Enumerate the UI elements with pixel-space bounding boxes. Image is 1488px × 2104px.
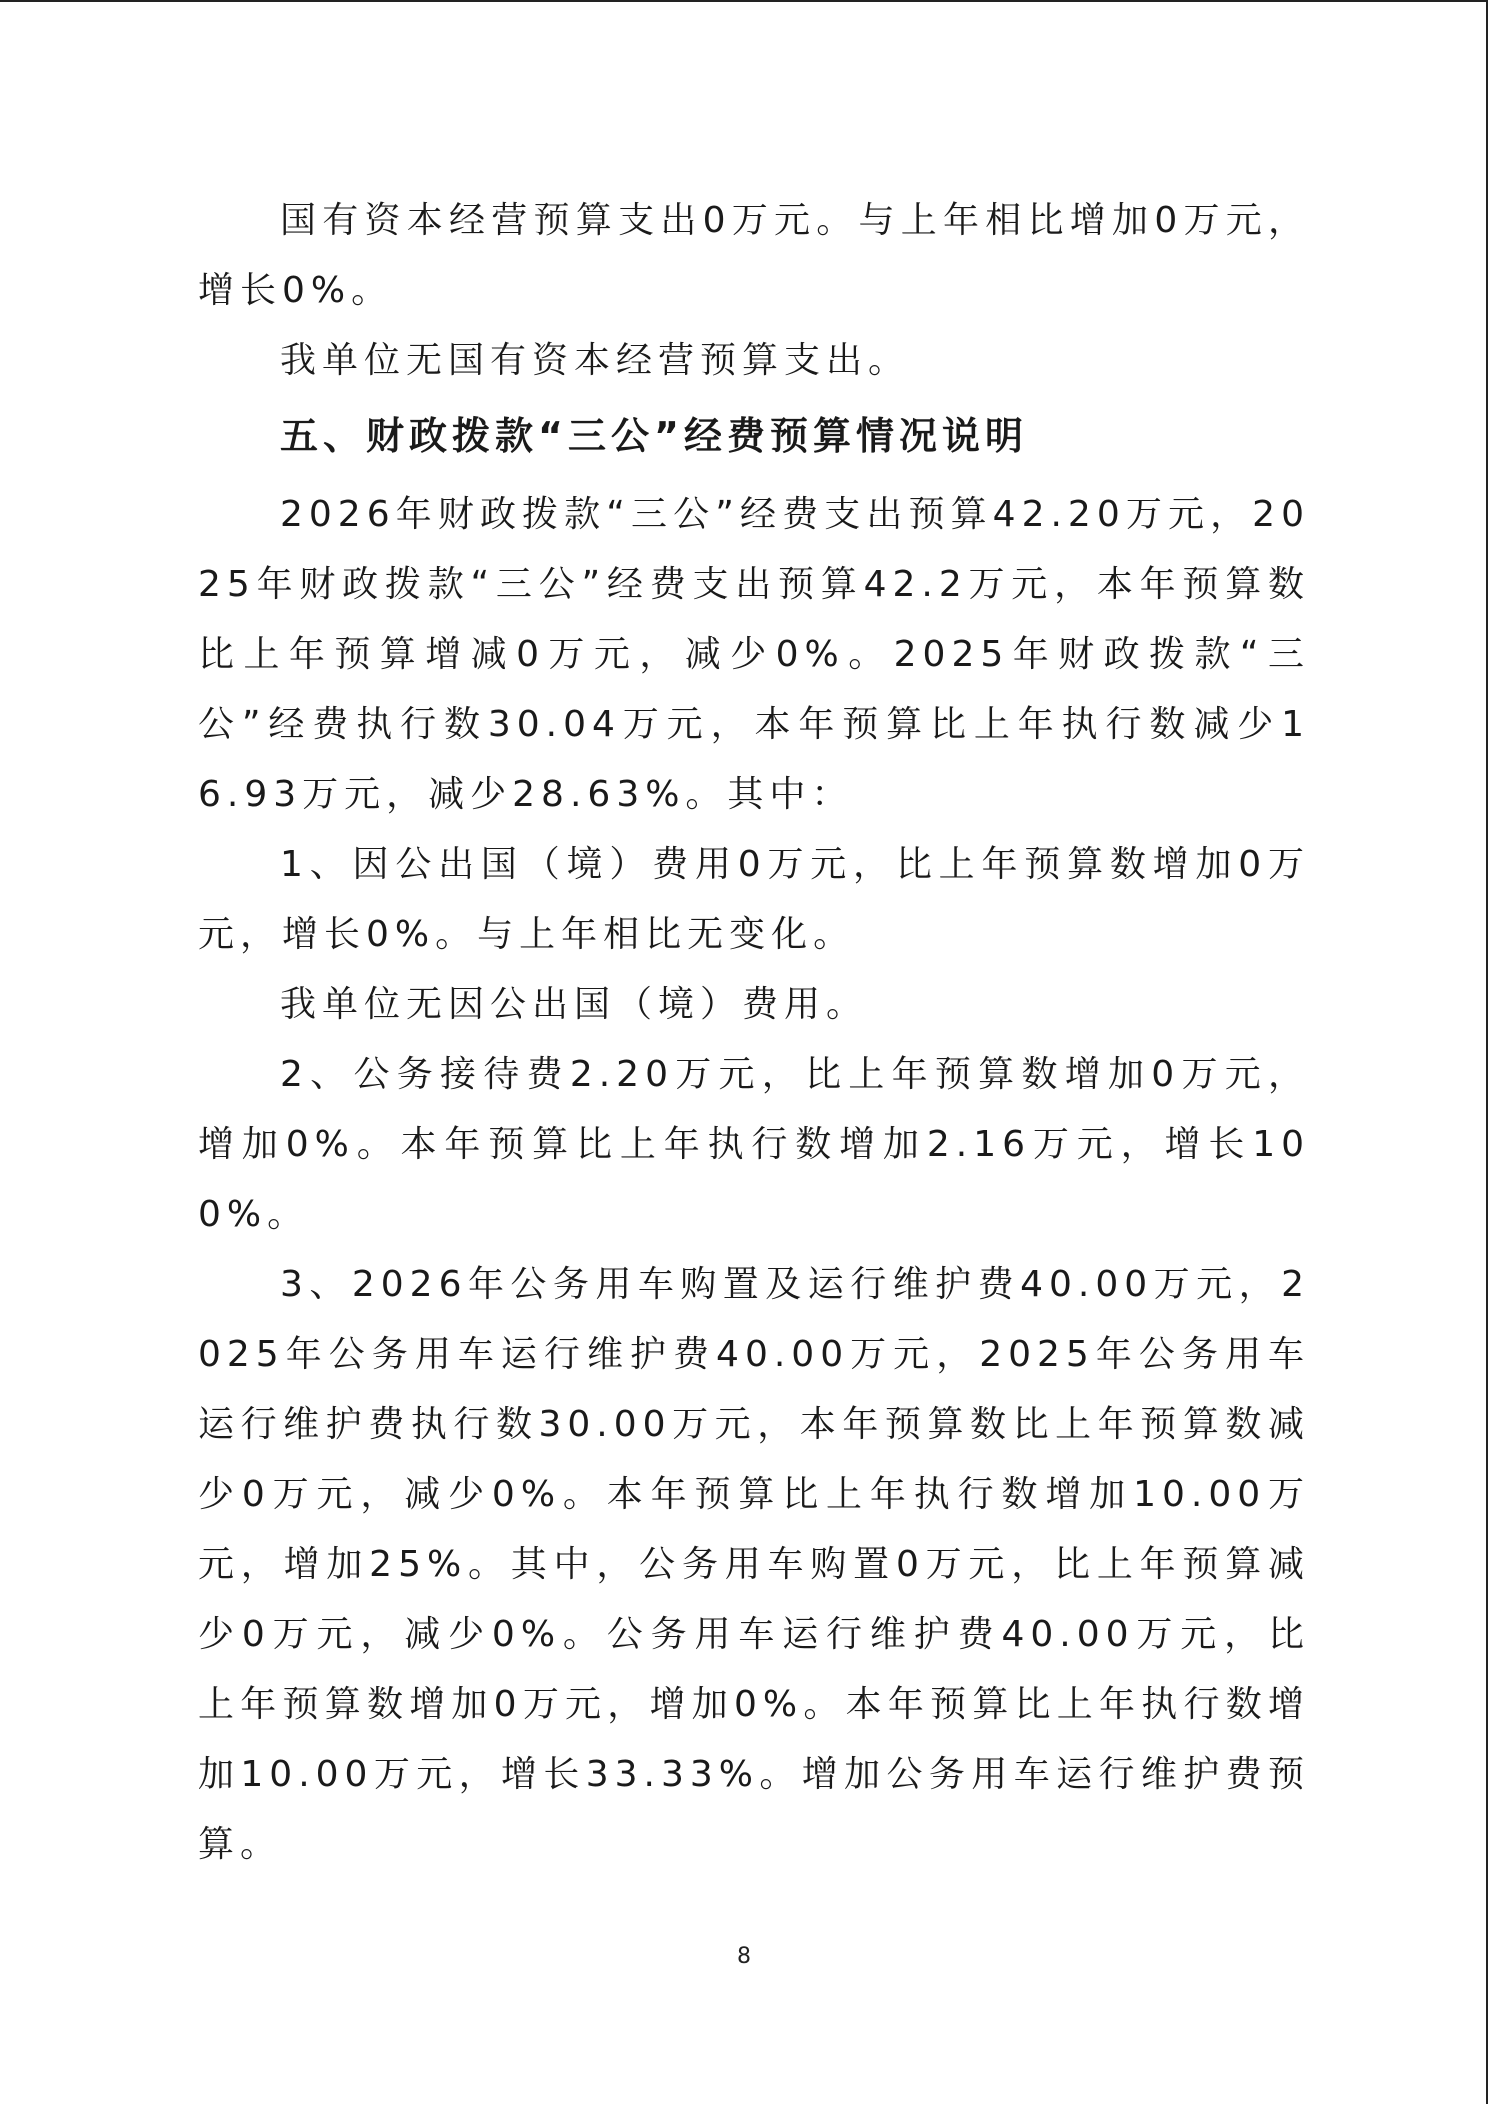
paragraph-reception-expense: 2、公务接待费2.20万元，比上年预算数增加0万元，增加0%。本年预算比上年执行数增加2.16万元，增长100%。 bbox=[198, 1054, 1310, 1235]
page-number: 8 bbox=[737, 1944, 751, 1969]
paragraph-three-public-summary: 2026年财政拨款“三公”经费支出预算42.20万元，2025年财政拨款“三公”经费支出预算42.2万元，本年预算数比上年预算增减0万元，减少0%。2025年财政拨款“三公”经费执行数30.04万元，本年预算比上年执行数减少16.93万元，减少28.63%。其中： bbox=[198, 494, 1310, 815]
paragraph-no-state-capital-expense: 我单位无国有资本经营预算支出。 bbox=[280, 340, 911, 381]
paragraph-no-overseas-travel: 我单位无因公出国（境）费用。 bbox=[280, 984, 869, 1025]
paragraph-overseas-travel: 1、因公出国（境）费用0万元，比上年预算数增加0万元，增长0%。与上年相比无变化。 bbox=[198, 844, 1310, 955]
paragraph-state-capital-budget: 国有资本经营预算支出0万元。与上年相比增加0万元，增长0%。 bbox=[198, 200, 1310, 311]
paragraph-vehicle-expense: 3、2026年公务用车购置及运行维护费40.00万元，2025年公务用车运行维护费40.00万元，2025年公务用车运行维护费执行数30.00万元，本年预算数比上年预算数减少0万元，减少0%。本年预算比上年执行数增加10.00万元，增加25%。其中，公务用车购置0万元，比上年预算减少0万元，减少0%。公务用车运行维护费40.00万元，比上年预算数增加0万元，增加0%。本年预算比上年执行数增加10.00万元，增长33.33%。增加公务用车运行维护费预算。 bbox=[198, 1264, 1310, 1865]
document-body bbox=[198, 186, 1310, 1880]
section-heading: 五、财政拨款“三公”经费预算情况说明 bbox=[280, 414, 1028, 458]
